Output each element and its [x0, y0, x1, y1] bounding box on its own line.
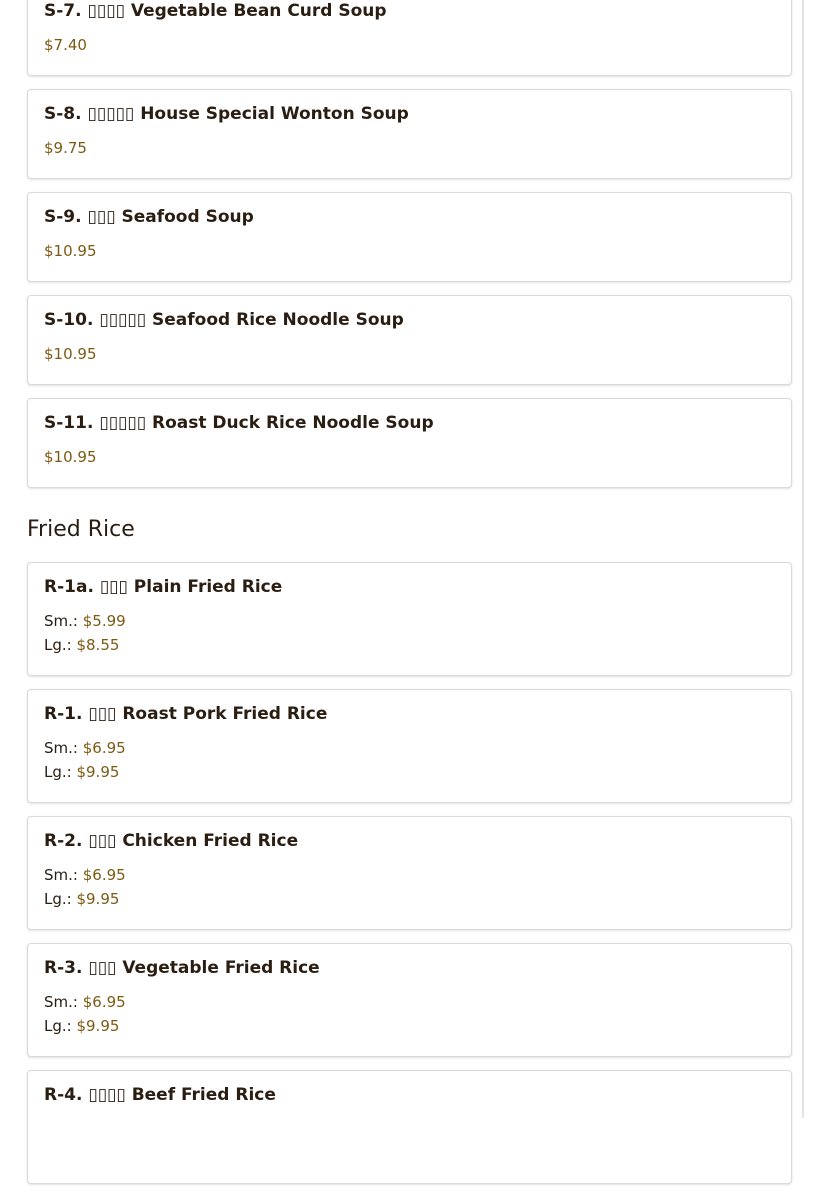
- menu-item-title: R-3. ▯▯▯ Vegetable Fried Rice: [44, 958, 320, 978]
- menu-item-title: S-10. ▯▯▯▯▯ Seafood Rice Noodle Soup: [44, 310, 404, 330]
- menu-item-card[interactable]: [27, 943, 792, 1057]
- menu-item-price-line: [44, 33, 775, 57]
- menu-item-card[interactable]: [27, 1070, 792, 1184]
- menu-item-price: $10.95: [44, 242, 97, 260]
- menu-item-title: S-7. ▯▯▯▯ Vegetable Bean Curd Soup: [44, 1, 387, 21]
- small-price-line: [44, 990, 775, 1014]
- menu-item-title: R-4. ▯▯▯▯ Beef Fried Rice: [44, 1085, 276, 1105]
- large-size-label: Lg.:: [44, 763, 77, 781]
- small-size-label: Sm.:: [44, 739, 83, 757]
- large-price-line: [44, 633, 775, 657]
- scrollbar-track[interactable]: [802, 0, 804, 1118]
- menu-item-price-line: [44, 342, 775, 366]
- menu-item-price: $10.95: [44, 345, 97, 363]
- large-price: $8.55: [76, 636, 120, 654]
- menu-item-title: R-1a. ▯▯▯ Plain Fried Rice: [44, 577, 283, 597]
- small-price: $6.95: [82, 739, 126, 757]
- small-size-label: Sm.:: [44, 612, 83, 630]
- menu-item-card[interactable]: [27, 192, 792, 282]
- menu-item-card[interactable]: [27, 295, 792, 385]
- large-size-label: Lg.:: [44, 1017, 77, 1035]
- small-size-label: Sm.:: [44, 866, 83, 884]
- large-price-line: [44, 887, 775, 911]
- section-heading-fried-rice: Fried Rice: [27, 517, 135, 542]
- menu-item-title: S-11. ▯▯▯▯▯ Roast Duck Rice Noodle Soup: [44, 413, 434, 433]
- menu-item-card[interactable]: [27, 89, 792, 179]
- small-price: $5.99: [82, 612, 126, 630]
- menu-content: [27, 0, 792, 1197]
- menu-item-price: $9.75: [44, 139, 87, 157]
- large-price: $9.95: [76, 1017, 120, 1035]
- menu-item-title: R-2. ▯▯▯ Chicken Fried Rice: [44, 831, 299, 851]
- large-price-line: [44, 1014, 775, 1038]
- small-price: $6.95: [82, 993, 126, 1011]
- menu-item-title: S-9. ▯▯▯ Seafood Soup: [44, 207, 254, 227]
- menu-item-price-line: [44, 239, 775, 263]
- menu-item-price: $10.95: [44, 448, 97, 466]
- large-size-label: Lg.:: [44, 636, 77, 654]
- menu-item-title: R-1. ▯▯▯ Roast Pork Fried Rice: [44, 704, 328, 724]
- menu-item-card[interactable]: [27, 562, 792, 676]
- menu-item-price: $7.40: [44, 36, 87, 54]
- small-price-line: [44, 863, 775, 887]
- menu-item-card[interactable]: [27, 0, 792, 76]
- menu-item-card[interactable]: [27, 398, 792, 488]
- large-price: $9.95: [76, 890, 120, 908]
- menu-item-card[interactable]: [27, 816, 792, 930]
- large-size-label: Lg.:: [44, 890, 77, 908]
- menu-item-price-line: [44, 136, 775, 160]
- menu-item-price-line: [44, 445, 775, 469]
- menu-item-title: S-8. ▯▯▯▯▯ House Special Wonton Soup: [44, 104, 409, 124]
- large-price-line: [44, 760, 775, 784]
- small-price-line: [44, 609, 775, 633]
- small-price-line: [44, 736, 775, 760]
- small-size-label: Sm.:: [44, 993, 83, 1011]
- menu-item-card[interactable]: [27, 689, 792, 803]
- large-price: $9.95: [76, 763, 120, 781]
- small-price: $6.95: [82, 866, 126, 884]
